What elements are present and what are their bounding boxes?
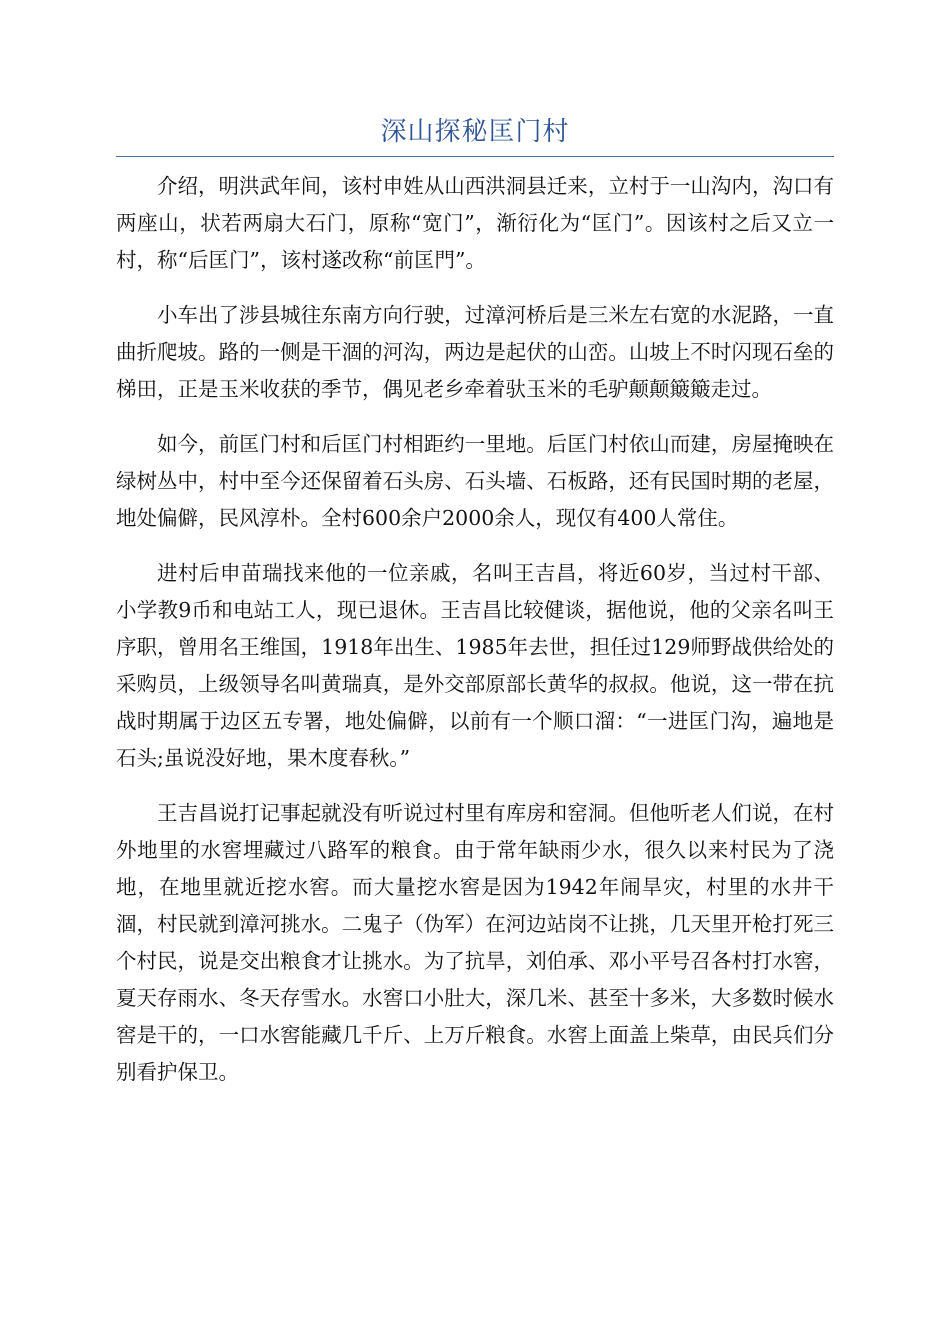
paragraph-2: 小车出了涉县城往东南方向行驶，过漳河桥后是三米左右宽的水泥路，一直曲折爬坡。路的一侧是干涸的河沟，两边是起伏的山峦。山坡上不时闪现石垒的梯田，正是玉米收获的季节，偶见老乡牵着驮玉米的毛驴颠颠簸簸走过。: [116, 303, 834, 401]
paragraph-5: 王吉昌说打记事起就没有听说过村里有库房和窑洞。但他听老人们说，在村外地里的水窖埋藏过八路军的粮食。由于常年缺雨少水，很久以来村民为了浇地，在地里就近挖水窖。而大量挖水窖是因为1942年闹旱灾，村里的水井干涸，村民就到漳河挑水。二鬼子（伪军）在河边站岗不让挑，几天里开枪打死三个村民，说是交出粮食才让挑水。为了抗旱，刘伯承、邓小平号召各村打水窖，夏天存雨水、冬天存雪水。水窖口小肚大，深几米、甚至十多米，大多数时候水窖是干的，一口水窖能藏几千斤、上万斤粮食。水窖上面盖上柴草，由民兵们分别看护保卫。: [116, 801, 834, 1084]
paragraph-4: 进村后申苗瑞找来他的一位亲戚，名叫王吉昌，将近60岁，当过村干部、小学教9币和电站工人，现已退休。王吉昌比较健谈，据他说，他的父亲名叫王序职，曾用名王维国，1918年出生、1985年去世，担任过129师野战供给处的采购员，上级领导名叫黄瑞真，是外交部原部长黄华的叔叔。他说，这一带在抗战时期属于边区五专署，地处偏僻，以前有一个顺口溜：“一进匡门沟，遍地是石头;虽说没好地，果木度春秋。”: [116, 561, 834, 770]
article-body: [116, 168, 834, 1109]
page-title: 深山探秘匡门村: [380, 117, 570, 147]
paragraph-1: 介绍，明洪武年间，该村申姓从山西洪洞县迁来，立村于一山沟内，沟口有两座山，状若两扇大石门，原称“宽门”，渐衍化为“匡门”。因该村之后又立一村，称“后匡门”，该村遂改称“前匡門”。: [116, 174, 834, 272]
paragraph-3: 如今，前匡门村和后匡门村相距约一里地。后匡门村依山而建，房屋掩映在绿树丛中，村中至今还保留着石头房、石头墙、石板路，还有民国时期的老屋，地处偏僻，民风淳朴。全村600余户2000余人，现仅有400人常住。: [116, 432, 834, 530]
title-block: [116, 104, 834, 157]
